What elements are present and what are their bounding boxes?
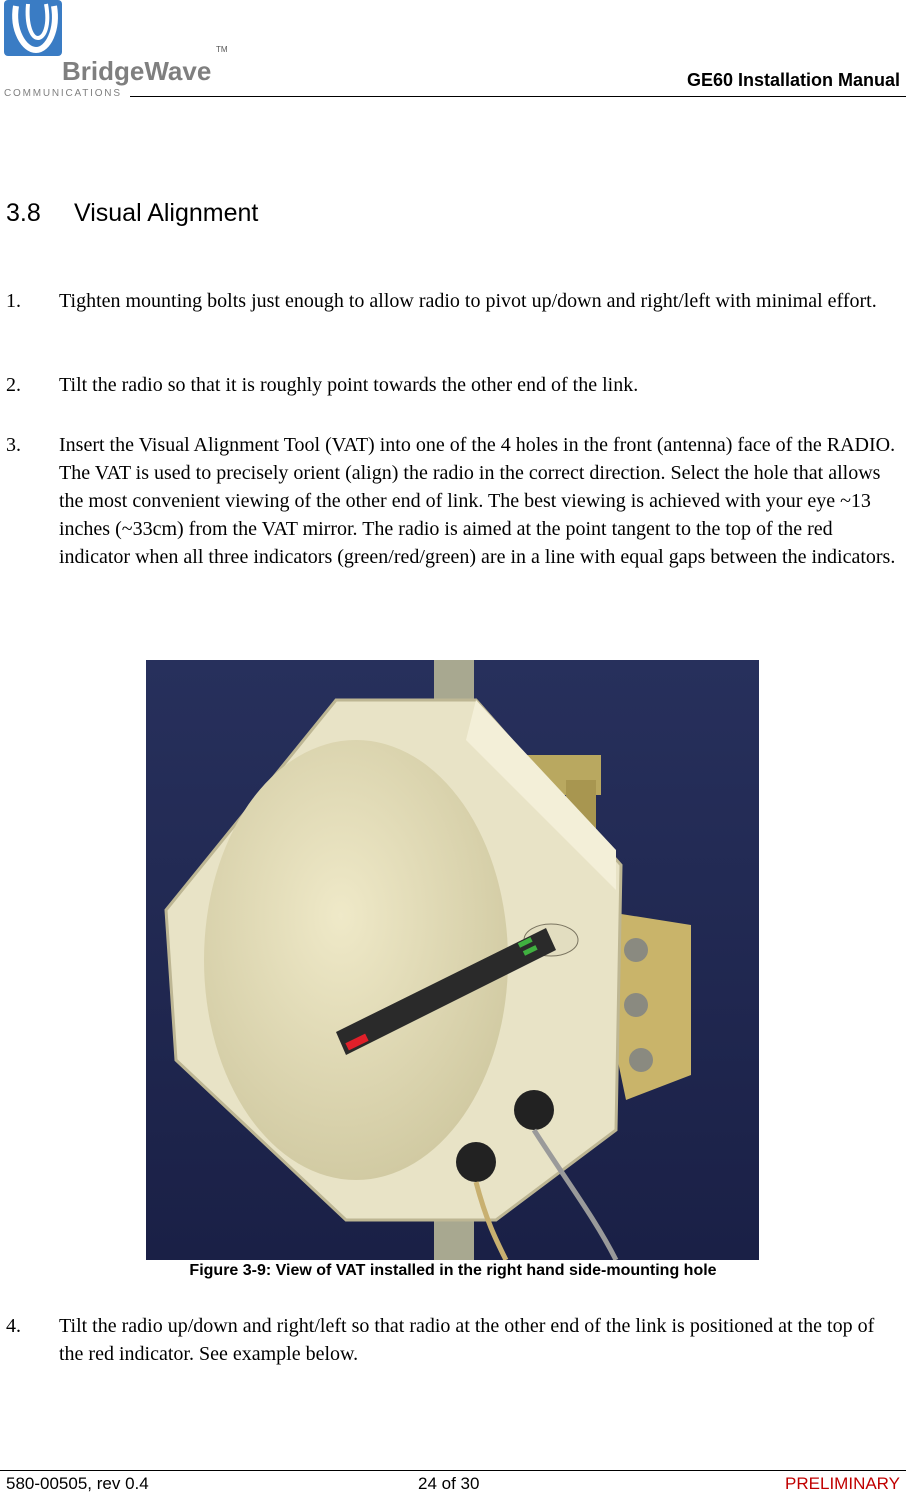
- logo-wordmark: BridgeWave: [62, 56, 212, 86]
- page-number: 24 of 30: [418, 1474, 480, 1493]
- step-text: Insert the Visual Alignment Tool (VAT) into one of the 4 holes in the front (antenna) face of the RADIO. The VAT is used to precisely orient (align) the radio in the correct direction. Select the hole that allows the most convenient viewing of the other end of link. The best viewing is achieved with your eye ~13 inches (~33cm) from the VAT mirror. The radio is aimed at the point tangent to the top of the red indicator when all three indicators (green/red/green) are in a line with equal gaps between the indicators.: [59, 434, 896, 568]
- step-number: 2.: [6, 374, 21, 396]
- section-heading: [6, 199, 258, 228]
- step-number: 3.: [6, 434, 21, 456]
- list-item: [6, 431, 896, 571]
- section-number: 3.8: [6, 199, 41, 227]
- document-number: 580-00505, rev 0.4: [6, 1474, 149, 1493]
- logo-subtitle: COMMUNICATIONS: [4, 88, 122, 99]
- trademark-mark: TM: [216, 45, 228, 54]
- bridgewave-logo: [2, 0, 232, 100]
- vat-installation-photo: [146, 660, 759, 1260]
- step-text: Tighten mounting bolts just enough to allow radio to pivot up/down and right/left with minimal effort.: [59, 290, 877, 312]
- list-item: [6, 371, 896, 399]
- section-title: Visual Alignment: [74, 199, 259, 227]
- step-number: 4.: [6, 1315, 21, 1337]
- header-divider: [130, 96, 906, 97]
- figure-caption: Figure 3-9: View of VAT installed in the right hand side-mounting hole: [189, 1262, 717, 1279]
- list-item: [6, 287, 896, 315]
- step-number: 1.: [6, 290, 21, 312]
- step-text: Tilt the radio so that it is roughly point towards the other end of the link.: [59, 374, 639, 396]
- antenna-face: [204, 740, 508, 1180]
- step-text: Tilt the radio up/down and right/left so that radio at the other end of the link is positioned at the top of the red indicator. See example below.: [59, 1315, 875, 1365]
- document-title: GE60 Installation Manual: [686, 70, 900, 90]
- status-label: PRELIMINARY: [785, 1474, 900, 1493]
- footer-divider: [0, 1470, 906, 1471]
- list-item: [6, 1312, 896, 1368]
